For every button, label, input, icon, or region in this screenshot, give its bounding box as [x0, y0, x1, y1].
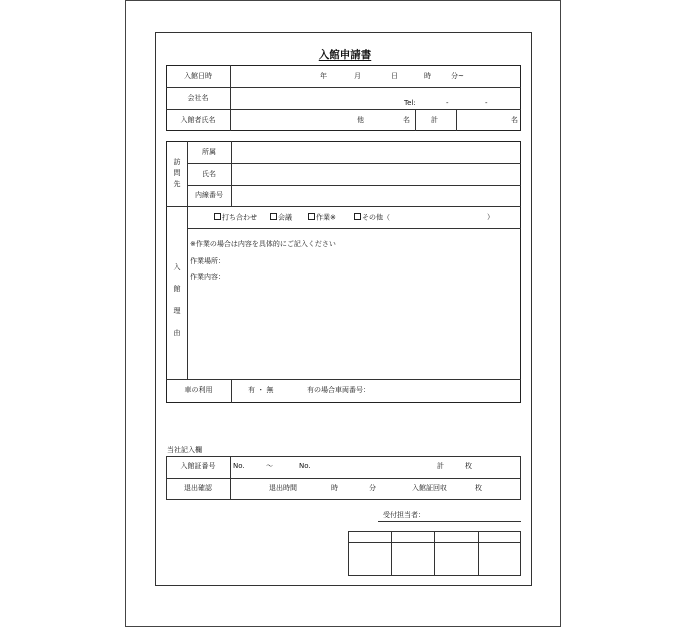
option-other-close: ） — [487, 213, 494, 221]
visitor-name-label: 入館者氏名 — [180, 116, 216, 124]
option-work[interactable]: 作業※ — [308, 213, 336, 223]
office-use-heading: 当社記入欄 — [167, 446, 202, 454]
form-title: 入館申請書 — [318, 49, 372, 61]
entry-datetime-label: 入館日時 — [184, 72, 212, 80]
stamp-cell-2[interactable] — [392, 543, 433, 575]
checkbox-icon — [308, 213, 315, 220]
others-label: 他 — [357, 116, 364, 124]
tel-separator-1: - — [446, 99, 449, 107]
hour-label: 時 — [424, 72, 431, 80]
host-name-field[interactable] — [233, 165, 519, 184]
pass-no-from: No. — [233, 462, 245, 470]
tel-separator-2: - — [485, 99, 488, 107]
pass-return-unit: 枚 — [475, 484, 482, 492]
option-other[interactable]: その他（ — [354, 213, 390, 223]
pass-return-label: 入館証回収 — [412, 484, 447, 492]
entry-reason-label: 入 館 理 由 — [173, 263, 181, 337]
pass-number-label: 入館証番号 — [180, 462, 216, 470]
receptionist-label: 受付担当者： — [383, 511, 425, 519]
minute-label: 分~ — [451, 72, 464, 80]
work-place-label: 作業場所： — [190, 257, 225, 265]
pass-total-label: 計 — [437, 462, 444, 470]
others-unit: 名 — [403, 116, 410, 124]
exit-check-label: 退出確認 — [184, 484, 212, 492]
stamp-cell-4[interactable] — [479, 543, 520, 575]
checkbox-icon — [354, 213, 361, 220]
pass-no-to: No. — [299, 462, 311, 470]
total-label: 計 — [431, 116, 438, 124]
day-label: 日 — [391, 72, 398, 80]
reason-detail-field[interactable] — [232, 252, 518, 376]
work-content-label: 作業内容： — [190, 273, 225, 281]
company-name-field[interactable] — [232, 89, 519, 107]
total-unit: 名 — [511, 116, 518, 124]
month-label: 月 — [354, 72, 361, 80]
host-name-label: 氏名 — [202, 170, 216, 178]
company-name-label: 会社名 — [187, 94, 209, 102]
receptionist-line — [378, 521, 521, 522]
stamp-cell-3[interactable] — [435, 543, 477, 575]
pass-tilde: 〜 — [266, 462, 273, 470]
entry-datetime-field[interactable] — [232, 67, 519, 86]
department-label: 所属 — [202, 148, 216, 156]
checkbox-icon — [270, 213, 277, 220]
exit-minute-label: 分 — [369, 484, 376, 492]
exit-time-label: 退出時間 — [269, 484, 297, 492]
year-label: 年 — [320, 72, 327, 80]
department-field[interactable] — [233, 143, 519, 162]
option-meeting[interactable]: 打ち合わせ — [214, 213, 257, 223]
car-number-field[interactable] — [376, 382, 518, 400]
stamp-cell-1[interactable] — [349, 543, 390, 575]
pass-total-unit: 枚 — [465, 462, 472, 470]
car-number-label: 有の場合車両番号： — [307, 386, 370, 394]
visitor-name-field[interactable] — [232, 111, 352, 129]
car-use-options[interactable]: 有 ・ 無 — [248, 386, 274, 394]
extension-label: 内線番号 — [195, 191, 223, 199]
extension-field[interactable] — [233, 187, 519, 205]
visit-destination-label: 訪 問 先 — [173, 158, 181, 188]
car-use-label: 車の利用 — [184, 386, 213, 394]
exit-hour-label: 時 — [331, 484, 338, 492]
option-conference[interactable]: 会議 — [270, 213, 292, 223]
checkbox-icon — [214, 213, 221, 220]
work-note: ※作業の場合は内容を具体的にご記入ください — [190, 240, 336, 248]
tel-label: Tel: — [404, 99, 416, 107]
